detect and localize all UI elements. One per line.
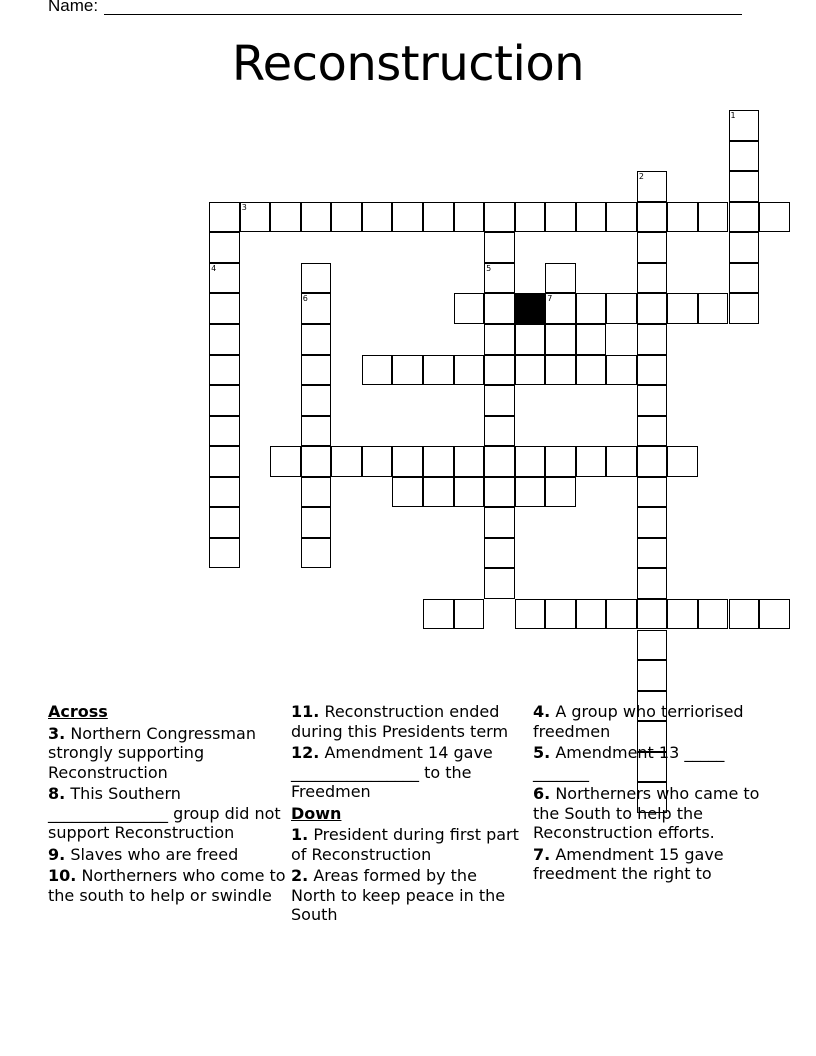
grid-cell[interactable] bbox=[576, 599, 607, 630]
cell-number: 6 bbox=[302, 294, 308, 304]
grid-cell[interactable] bbox=[606, 202, 637, 233]
grid-cell[interactable] bbox=[484, 293, 515, 324]
grid-cell[interactable] bbox=[515, 446, 546, 477]
grid-cell[interactable] bbox=[637, 477, 668, 508]
grid-cell[interactable] bbox=[729, 202, 760, 233]
grid-cell[interactable] bbox=[698, 293, 729, 324]
clue-column-1 bbox=[48, 702, 288, 907]
grid-cell[interactable] bbox=[484, 202, 515, 233]
grid-cell[interactable] bbox=[270, 446, 301, 477]
grid-cell[interactable] bbox=[301, 324, 332, 355]
grid-cell[interactable] bbox=[209, 324, 240, 355]
grid-cell[interactable] bbox=[515, 202, 546, 233]
grid-cell[interactable] bbox=[698, 202, 729, 233]
grid-cell[interactable] bbox=[331, 446, 362, 477]
grid-cell[interactable] bbox=[454, 477, 485, 508]
grid-cell[interactable] bbox=[454, 293, 485, 324]
grid-cell[interactable] bbox=[729, 293, 760, 324]
grid-cell[interactable] bbox=[301, 416, 332, 447]
clue-down-4: 4. A group who terriorised freedmen bbox=[533, 702, 744, 741]
cell-number: 3 bbox=[241, 202, 247, 212]
clue-down-6: 6. Northerners who came to the South to help the Reconstruction efforts. bbox=[533, 784, 760, 842]
clue-down-1: 1. President during first part of Reconstruction bbox=[291, 825, 519, 864]
clue-down-7: 7. Amendment 15 gave freedment the right to bbox=[533, 844, 724, 883]
clue-across-10: 10. Northerners who come to the south to help or swindle bbox=[48, 866, 286, 905]
grid-cell[interactable] bbox=[667, 446, 698, 477]
grid-cell[interactable] bbox=[729, 599, 760, 630]
grid-cell[interactable] bbox=[637, 232, 668, 263]
grid-cell[interactable] bbox=[637, 416, 668, 447]
across-heading: Across bbox=[48, 702, 108, 721]
grid-cell[interactable] bbox=[637, 355, 668, 386]
grid-cell[interactable] bbox=[637, 568, 668, 599]
cell-number: 1 bbox=[730, 111, 736, 121]
grid-cell[interactable] bbox=[606, 446, 637, 477]
grid-cell[interactable] bbox=[729, 263, 760, 294]
cell-number: 4 bbox=[211, 263, 217, 273]
grid-cell[interactable] bbox=[301, 293, 332, 324]
grid-cell[interactable] bbox=[576, 324, 607, 355]
grid-cell[interactable] bbox=[209, 538, 240, 569]
grid-cell[interactable] bbox=[729, 232, 760, 263]
grid-block bbox=[515, 293, 546, 324]
grid-cell[interactable] bbox=[301, 385, 332, 416]
grid-cell[interactable] bbox=[301, 538, 332, 569]
name-label: Name: bbox=[48, 0, 99, 15]
page-title: Reconstruction bbox=[231, 36, 585, 92]
grid-cell[interactable] bbox=[209, 355, 240, 386]
grid-cell[interactable] bbox=[392, 355, 423, 386]
grid-cell[interactable] bbox=[698, 599, 729, 630]
grid-cell[interactable] bbox=[759, 202, 790, 233]
grid-cell[interactable] bbox=[637, 660, 668, 691]
grid-cell[interactable] bbox=[545, 477, 576, 508]
grid-cell[interactable] bbox=[301, 263, 332, 294]
grid-cell[interactable] bbox=[484, 263, 515, 294]
grid-cell[interactable] bbox=[270, 202, 301, 233]
grid-cell[interactable] bbox=[423, 202, 454, 233]
grid-cell[interactable] bbox=[240, 202, 271, 233]
grid-cell[interactable] bbox=[667, 599, 698, 630]
grid-cell[interactable] bbox=[667, 293, 698, 324]
cell-number: 2 bbox=[638, 172, 644, 182]
grid-cell[interactable] bbox=[606, 293, 637, 324]
grid-cell[interactable] bbox=[209, 416, 240, 447]
grid-cell[interactable] bbox=[515, 599, 546, 630]
clue-column-2 bbox=[291, 702, 523, 927]
grid-cell[interactable] bbox=[392, 446, 423, 477]
grid-cell[interactable] bbox=[209, 202, 240, 233]
grid-cell[interactable] bbox=[729, 110, 760, 141]
grid-cell[interactable] bbox=[637, 630, 668, 661]
clue-across-12: 12. Amendment 14 gave ________________ to the Freedmen bbox=[291, 743, 493, 801]
grid-cell[interactable] bbox=[423, 599, 454, 630]
grid-cell[interactable] bbox=[484, 324, 515, 355]
grid-cell[interactable] bbox=[209, 232, 240, 263]
grid-cell[interactable] bbox=[484, 477, 515, 508]
grid-cell[interactable] bbox=[515, 477, 546, 508]
cell-number: 7 bbox=[547, 294, 553, 304]
grid-cell[interactable] bbox=[392, 477, 423, 508]
grid-cell[interactable] bbox=[606, 355, 637, 386]
grid-cell[interactable] bbox=[301, 446, 332, 477]
grid-cell[interactable] bbox=[484, 446, 515, 477]
grid-cell[interactable] bbox=[637, 385, 668, 416]
grid-cell[interactable] bbox=[545, 293, 576, 324]
grid-cell[interactable] bbox=[545, 599, 576, 630]
grid-cell[interactable] bbox=[454, 202, 485, 233]
grid-cell[interactable] bbox=[454, 599, 485, 630]
grid-cell[interactable] bbox=[484, 385, 515, 416]
clue-across-9: 9. Slaves who are freed bbox=[48, 844, 239, 864]
grid-cell[interactable] bbox=[759, 599, 790, 630]
grid-cell[interactable] bbox=[301, 507, 332, 538]
grid-cell[interactable] bbox=[209, 477, 240, 508]
grid-cell[interactable] bbox=[331, 202, 362, 233]
grid-cell[interactable] bbox=[362, 355, 393, 386]
clue-column-3 bbox=[533, 702, 773, 886]
grid-cell[interactable] bbox=[637, 507, 668, 538]
grid-cell[interactable] bbox=[484, 538, 515, 569]
grid-cell[interactable] bbox=[454, 446, 485, 477]
grid-cell[interactable] bbox=[576, 355, 607, 386]
grid-cell[interactable] bbox=[484, 416, 515, 447]
grid-cell[interactable] bbox=[209, 385, 240, 416]
grid-cell[interactable] bbox=[606, 599, 637, 630]
cell-number: 5 bbox=[486, 263, 492, 273]
clue-across-11: 11. Reconstruction ended during this Presidents term bbox=[291, 702, 509, 741]
grid-cell[interactable] bbox=[545, 202, 576, 233]
grid-cell[interactable] bbox=[729, 171, 760, 202]
grid-cell[interactable] bbox=[545, 324, 576, 355]
grid-cell[interactable] bbox=[484, 355, 515, 386]
grid-cell[interactable] bbox=[545, 355, 576, 386]
grid-cell[interactable] bbox=[423, 355, 454, 386]
grid-cell[interactable] bbox=[515, 324, 546, 355]
clue-down-2: 2. Areas formed by the North to keep peace in the South bbox=[291, 866, 506, 924]
grid-cell[interactable] bbox=[362, 202, 393, 233]
grid-cell[interactable] bbox=[301, 477, 332, 508]
grid-cell[interactable] bbox=[209, 293, 240, 324]
grid-cell[interactable] bbox=[637, 202, 668, 233]
grid-cell[interactable] bbox=[484, 568, 515, 599]
grid-cell[interactable] bbox=[637, 538, 668, 569]
clue-across-8: 8. This Southern _______________ group did not support Reconstruction bbox=[48, 784, 281, 842]
grid-cell[interactable] bbox=[545, 263, 576, 294]
grid-cell[interactable] bbox=[423, 446, 454, 477]
clue-down-5: 5. Amendment 13 _____ _______ bbox=[533, 743, 725, 782]
grid-cell[interactable] bbox=[209, 263, 240, 294]
grid-cell[interactable] bbox=[301, 355, 332, 386]
grid-cell[interactable] bbox=[545, 446, 576, 477]
grid-cell[interactable] bbox=[576, 202, 607, 233]
grid-cell[interactable] bbox=[667, 202, 698, 233]
grid-cell[interactable] bbox=[423, 477, 454, 508]
grid-cell[interactable] bbox=[637, 171, 668, 202]
grid-cell[interactable] bbox=[576, 293, 607, 324]
grid-cell[interactable] bbox=[209, 446, 240, 477]
grid-cell[interactable] bbox=[637, 263, 668, 294]
grid-cell[interactable] bbox=[637, 599, 668, 630]
grid-cell[interactable] bbox=[637, 324, 668, 355]
grid-cell[interactable] bbox=[576, 446, 607, 477]
grid-cell[interactable] bbox=[637, 446, 668, 477]
grid-cell[interactable] bbox=[484, 232, 515, 263]
grid-cell[interactable] bbox=[209, 507, 240, 538]
grid-cell[interactable] bbox=[484, 507, 515, 538]
down-heading: Down bbox=[291, 803, 342, 823]
grid-cell[interactable] bbox=[392, 202, 423, 233]
grid-cell[interactable] bbox=[515, 355, 546, 386]
grid-cell[interactable] bbox=[301, 202, 332, 233]
grid-cell[interactable] bbox=[362, 446, 393, 477]
grid-cell[interactable] bbox=[454, 355, 485, 386]
grid-cell[interactable] bbox=[637, 293, 668, 324]
grid-cell[interactable] bbox=[729, 141, 760, 172]
clue-across-3: 3. Northern Congressman strongly supporting Reconstruction bbox=[48, 723, 256, 782]
